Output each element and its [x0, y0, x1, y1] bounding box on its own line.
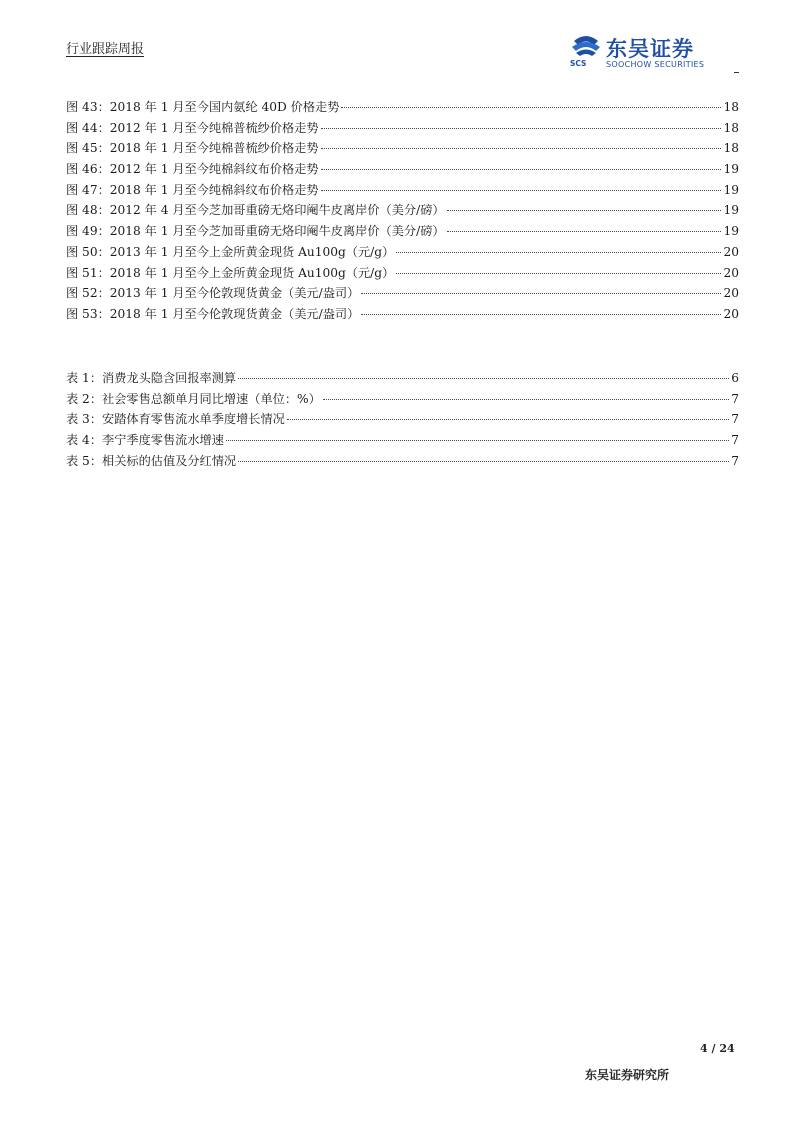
- logo-abbreviation: SCS: [570, 59, 587, 68]
- table-entry[interactable]: [66, 430, 739, 451]
- table-entry[interactable]: [66, 368, 739, 389]
- logo-english-name: SOOCHOW SECURITIES: [606, 60, 705, 69]
- figure-entry-label: 图 50：2013 年 1 月至今上金所黄金现货 Au100g（元/g）: [66, 244, 395, 259]
- dot-leader: [447, 210, 722, 211]
- figure-entry[interactable]: [66, 97, 739, 118]
- table-entry-page: 6: [731, 371, 739, 385]
- figure-entry-label: 图 52：2013 年 1 月至今伦敦现货黄金（美元/盎司）: [66, 286, 360, 301]
- figure-entry-label: 图 53：2018 年 1 月至今伦敦现货黄金（美元/盎司）: [66, 306, 360, 321]
- figure-entry[interactable]: [66, 221, 739, 242]
- dot-leader: [321, 148, 722, 149]
- dot-leader: [321, 190, 722, 191]
- figure-entry-label: 图 44：2012 年 1 月至今纯棉普梳纱价格走势: [66, 120, 319, 135]
- figure-entry-page: 19: [723, 224, 739, 239]
- dot-leader: [396, 252, 721, 253]
- dot-leader: [226, 440, 729, 441]
- table-entry-page: 7: [731, 391, 739, 406]
- figure-entry[interactable]: [66, 118, 739, 139]
- figure-entry[interactable]: [66, 304, 739, 325]
- dot-leader: [341, 107, 721, 108]
- table-index: [66, 368, 739, 471]
- footer-organization: 东吴证券研究所: [585, 1068, 670, 1082]
- table-entry-label: 表 4：李宁季度零售流水增速: [66, 433, 224, 448]
- figure-entry[interactable]: [66, 283, 739, 304]
- figure-entry-label: 图 46：2012 年 1 月至今纯棉斜纹布价格走势: [66, 162, 319, 177]
- figure-entry[interactable]: [66, 180, 739, 201]
- dot-leader: [396, 273, 721, 274]
- figure-entry-page: 18: [723, 141, 739, 156]
- figure-entry-page: 20: [723, 244, 739, 259]
- table-entry-label: 表 5：相关标的估值及分红情况: [66, 453, 237, 468]
- figure-entry-page: 19: [723, 203, 739, 218]
- report-type-title: 行业跟踪周报: [66, 42, 145, 57]
- figure-entry[interactable]: [66, 200, 739, 221]
- figure-entry-label: 图 47：2018 年 1 月至今纯棉斜纹布价格走势: [66, 182, 319, 197]
- table-entry-page: 7: [731, 433, 739, 448]
- dot-leader: [321, 128, 722, 129]
- figure-entry[interactable]: [66, 242, 739, 263]
- figure-entry[interactable]: [66, 263, 739, 284]
- figure-entry-label: 图 48：2012 年 4 月至今芝加哥重磅无烙印阉牛皮离岸价（美分/磅）: [66, 203, 445, 218]
- header-divider: [734, 72, 739, 73]
- table-entry[interactable]: [66, 451, 739, 472]
- figure-entry-label: 图 49：2018 年 1 月至今芝加哥重磅无烙印阉牛皮离岸价（美分/磅）: [66, 224, 445, 239]
- table-entry-label: 表 2：社会零售总额单月同比增速（单位：%）: [66, 391, 321, 406]
- figure-entry-page: 18: [723, 120, 739, 135]
- table-entry-page: 7: [731, 412, 739, 427]
- dot-leader: [447, 231, 722, 232]
- table-entry-page: 7: [731, 453, 739, 468]
- logo-chinese-name: 东吴证券: [606, 37, 694, 61]
- figure-entry-label: 图 45：2018 年 1 月至今纯棉普梳纱价格走势: [66, 141, 319, 156]
- figure-entry-page: 20: [723, 286, 739, 301]
- page-number: 4 / 24: [700, 1042, 735, 1055]
- figure-index: [66, 97, 739, 325]
- dot-leader: [238, 378, 729, 379]
- figure-entry-page: 20: [723, 306, 739, 321]
- table-entry[interactable]: [66, 389, 739, 410]
- figure-entry-label: 图 43：2018 年 1 月至今国内氨纶 40D 价格走势: [66, 100, 340, 114]
- table-entry[interactable]: [66, 409, 739, 430]
- dot-leader: [238, 461, 729, 462]
- dot-leader: [287, 419, 729, 420]
- figure-entry-page: 19: [723, 162, 739, 177]
- dot-leader: [323, 399, 729, 400]
- figure-entry-page: 19: [723, 182, 739, 197]
- table-entry-label: 表 1：消费龙头隐含回报率测算: [66, 371, 237, 385]
- figure-entry-label: 图 51：2018 年 1 月至今上金所黄金现货 Au100g（元/g）: [66, 265, 395, 280]
- table-entry-label: 表 3：安踏体育零售流水单季度增长情况: [66, 412, 285, 427]
- figure-entry[interactable]: [66, 159, 739, 180]
- figure-entry-page: 18: [723, 100, 739, 114]
- figure-entry-page: 20: [723, 265, 739, 280]
- dot-leader: [361, 293, 721, 294]
- dot-leader: [321, 169, 722, 170]
- figure-entry[interactable]: [66, 138, 739, 159]
- dot-leader: [361, 314, 721, 315]
- company-logo: [570, 33, 738, 73]
